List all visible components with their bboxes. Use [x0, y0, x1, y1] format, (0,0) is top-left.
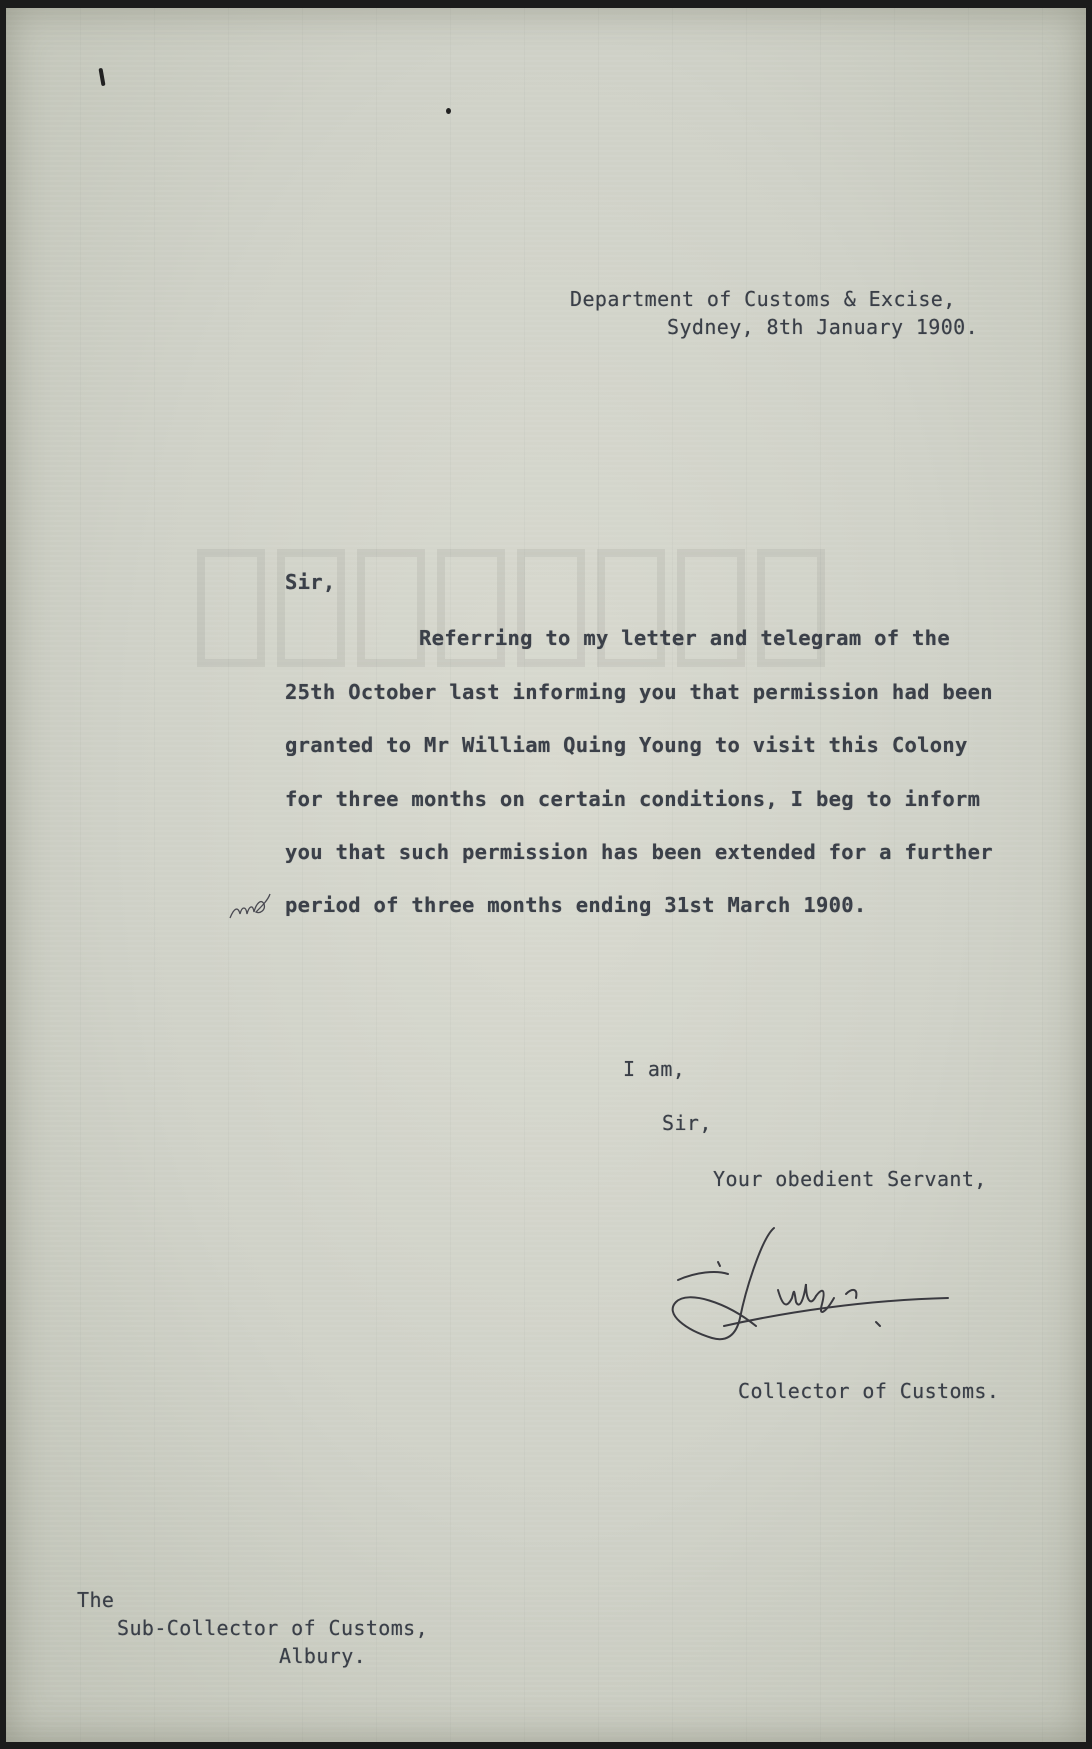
letter-sheet [6, 8, 1086, 1742]
letterhead-place-date: Sydney, 8th January 1900. [667, 315, 979, 339]
body-line-6: period of three months ending 31st March 1900. [285, 893, 867, 917]
margin-initials [228, 890, 272, 926]
addressee-the: The [77, 1588, 115, 1612]
body-line-3: granted to Mr William Quing Young to visit this Colony [285, 733, 968, 757]
closing-obedient-servant: Your obedient Servant, [713, 1167, 987, 1191]
salutation: Sir, [285, 570, 336, 594]
body-line-2: 25th October last informing you that permission had been [285, 680, 993, 704]
body-line-1: Referring to my letter and telegram of the [419, 626, 950, 650]
body-line-4: for three months on certain conditions, I beg to inform [285, 787, 981, 811]
body-line-5: you that such permission has been extended for a further [285, 840, 993, 864]
signatory-title: Collector of Customs. [738, 1379, 1000, 1403]
addressee-sub-collector: Sub-Collector of Customs, [117, 1616, 429, 1640]
closing-sir: Sir, [662, 1111, 712, 1135]
watermark-emboss [191, 533, 851, 683]
addressee-albury: Albury. [279, 1644, 367, 1668]
closing-i-am: I am, [623, 1057, 686, 1081]
handwritten-signature [666, 1218, 966, 1358]
paper-speck [446, 108, 451, 114]
letterhead-department: Department of Customs & Excise, [570, 287, 956, 311]
paper-speck [98, 68, 105, 86]
